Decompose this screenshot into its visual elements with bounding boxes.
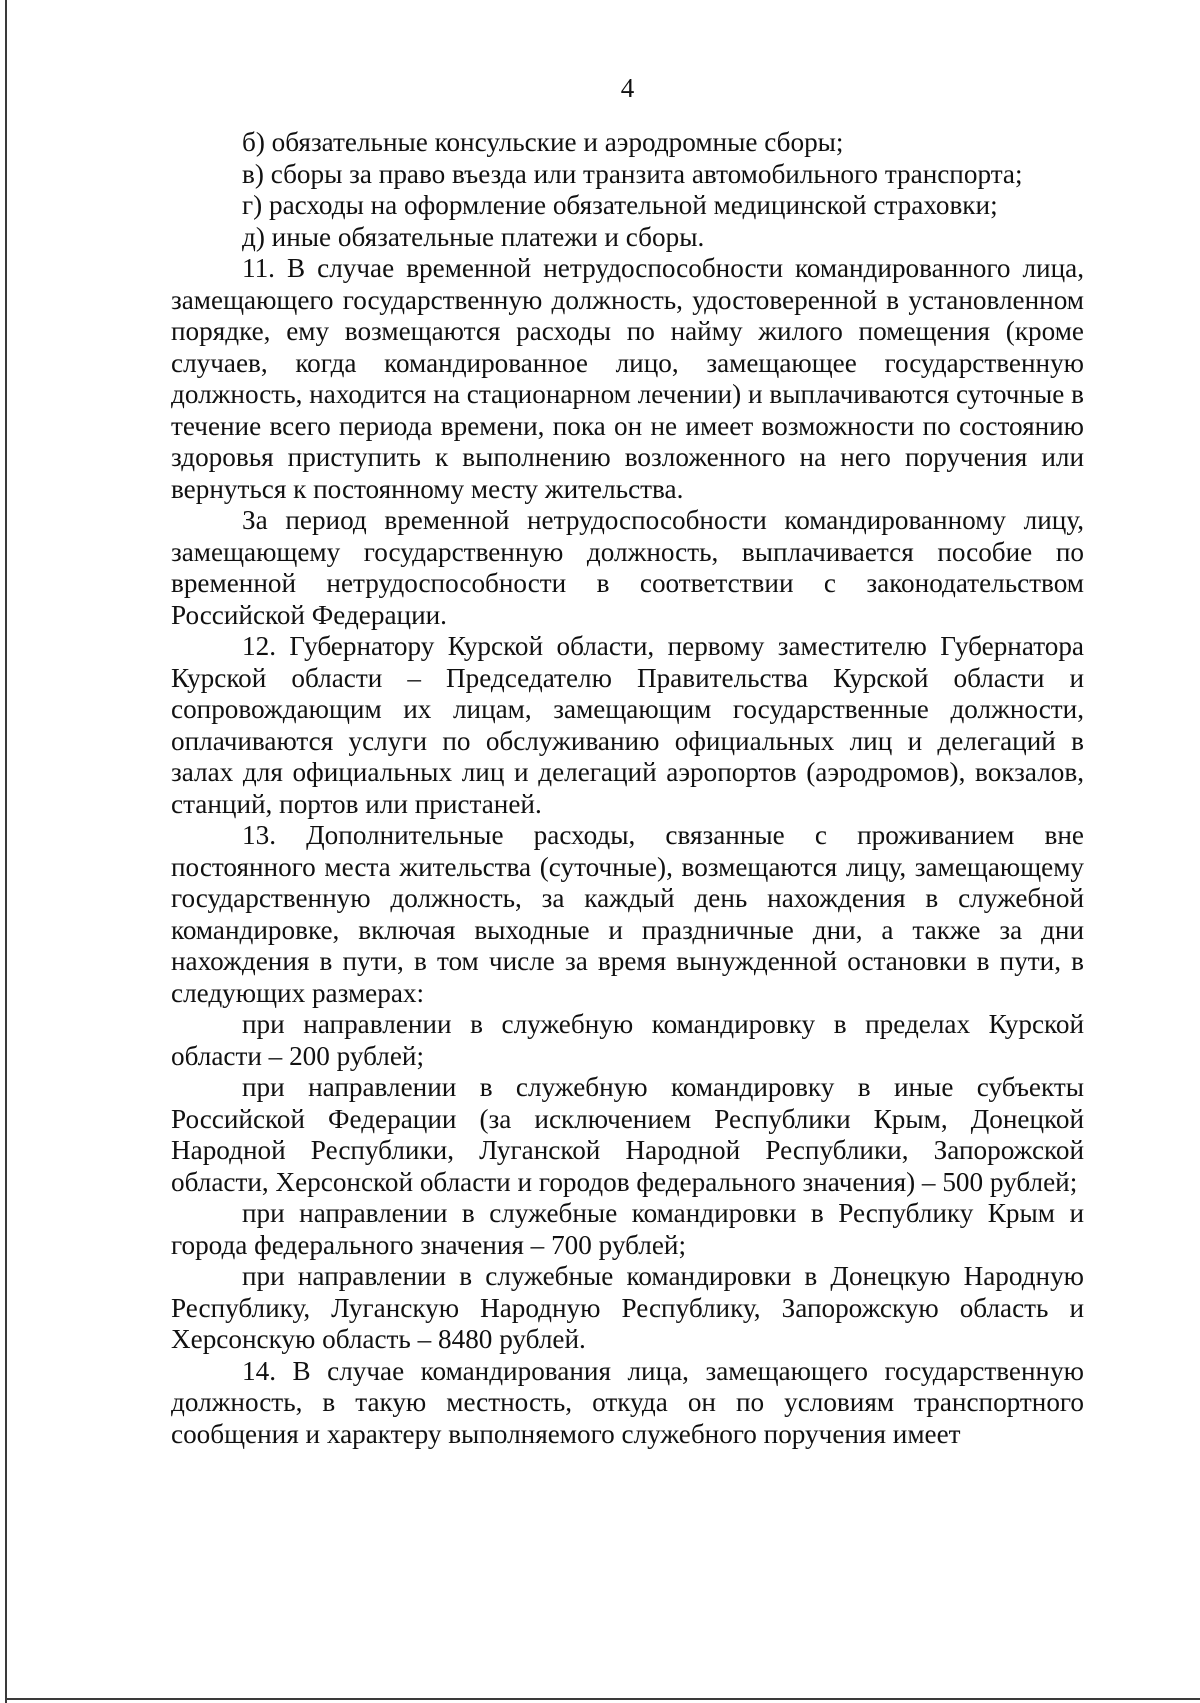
paragraph-14: 14. В случае командирования лица, замещающего государственную должность, в такую местность, откуда он по условиям транспортного сообщения и характеру выполняемого служебного поручения имеет [171,1355,1084,1449]
allowance-new-regions: при направлении в служебные командировки в Донецкую Народную Республику, Луганскую Народную Республику, Запорожскую область и Херсонскую область – 8480 рублей. [171,1261,1084,1354]
allowance-kursk-region: при направлении в служебную командировку в пределах Курской области – 200 рублей; [171,1009,1084,1071]
page-number: 4 [620,73,635,103]
scan-border-bottom [5,1698,1200,1700]
document-body [171,127,1084,1450]
allowance-other-subjects: при направлении в служебную командировку в иные субъекты Российской Федерации (за исключением Республики Крым, Донецкой Народной Республики, Луганской Народной Республики, Запорожской области, Херсонской области и городов федерального значения) – 500 рублей; [171,1072,1084,1197]
list-item-g: г) расходы на оформление обязательной медицинской страховки; [242,190,998,220]
paragraph-12: 12. Губернатору Курской области, первому заместителю Губернатора Курской области – Председателю Правительства Курской области и сопровождающим их лицам, замещающим государственные должности, оплачиваются услуги по обслуживанию официальных лиц и делегаций в залах для официальных лиц и делегаций аэропортов (аэродромов), вокзалов, станций, портов или пристаней. [171,631,1084,819]
allowance-crimea-federal-cities: при направлении в служебные командировки в Республику Крым и города федерального значения – 700 рублей; [171,1198,1084,1260]
paragraph-11-benefit: За период временной нетрудоспособности командированному лицу, замещающему государственную должность, выплачивается пособие по временной нетрудоспособности в соответствии с законодательством Российской Федерации. [171,505,1084,630]
paragraph-11: 11. В случае временной нетрудоспособности командированного лица, замещающего государственную должность, удостоверенной в установленном порядке, ему возмещаются расходы по найму жилого помещения (кроме случаев, когда командированное лицо, замещающее государственную должность, находится на стационарном лечении) и выплачиваются суточные в течение всего периода времени, пока он не имеет возможности по состоянию здоровья приступить к выполнению возложенного на него поручения или вернуться к постоянному месту жительства. [171,253,1084,504]
paragraph-13: 13. Дополнительные расходы, связанные с проживанием вне постоянного места жительства (суточные), возмещаются лицу, замещающему государственную должность, за каждый день нахождения в служебной командировке, включая выходные и праздничные дни, а также за дни нахождения в пути, в том числе за время вынужденной остановки в пути, в следующих размерах: [171,820,1084,1008]
list-item-b: б) обязательные консульские и аэродромные сборы; [242,127,844,157]
scan-border-left [5,0,7,1703]
list-item-v: в) сборы за право въезда или транзита автомобильного транспорта; [242,158,1023,189]
list-item-d: д) иные обязательные платежи и сборы. [242,221,705,252]
